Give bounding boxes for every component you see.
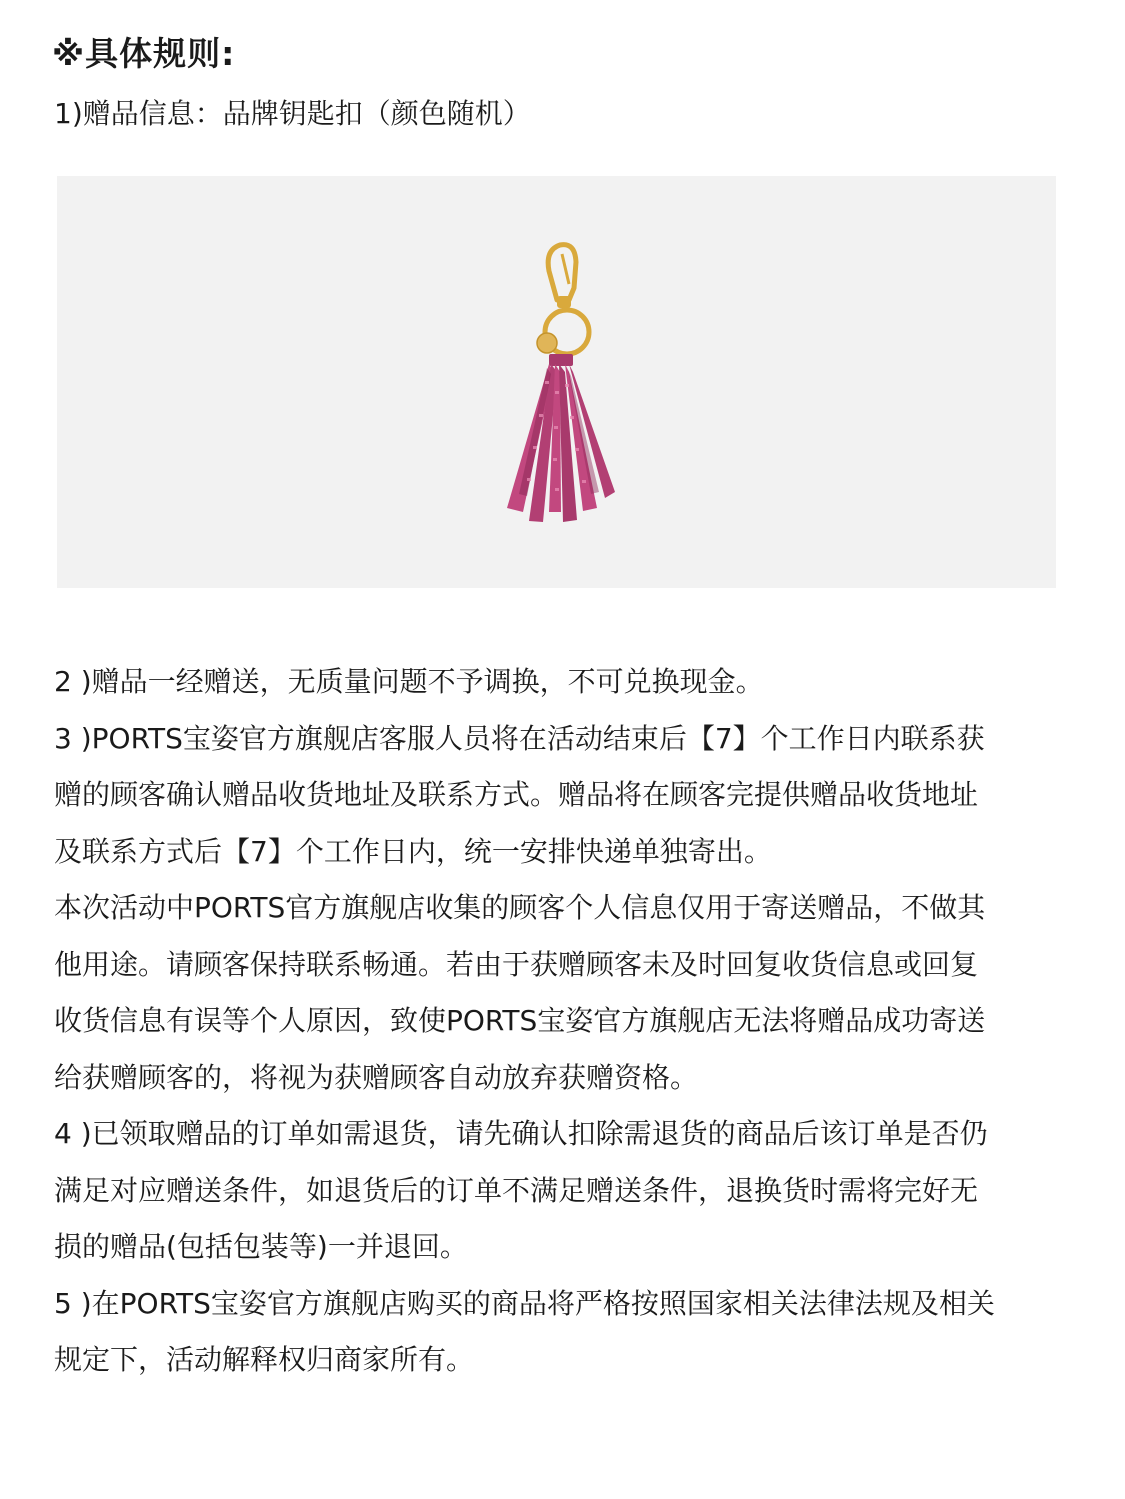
tassel-fringe xyxy=(507,364,615,522)
rule-line: 损的赠品(包括包装等)一并退回。 xyxy=(54,1230,468,1263)
rule-line: 给获赠顾客的，将视为获赠顾客自动放弃获赠资格。 xyxy=(54,1060,699,1094)
rule-line: 规定下，活动解释权归商家所有。 xyxy=(54,1343,475,1376)
rules-text xyxy=(54,654,1084,1389)
snap-hook xyxy=(548,245,576,300)
tassel-keychain-icon xyxy=(57,176,1056,588)
swivel xyxy=(557,296,571,308)
gift-info-line: 1)赠品信息：品牌钥匙扣（颜色随机） xyxy=(54,97,531,130)
rule-line: 收货信息有误等个人原因，致使PORTS宝姿官方旗舰店无法将赠品成功寄送 xyxy=(54,1004,986,1037)
rule-line: 及联系方式后【7】个工作日内，统一安排快递单独寄出。 xyxy=(54,834,772,868)
product-image xyxy=(57,176,1056,588)
rule-line: 5 )在PORTS宝姿官方旗舰店购买的商品将严格按照国家相关法律法规及相关 xyxy=(54,1286,995,1320)
rule-line: 4 )已领取赠品的订单如需退货，请先确认扣除需退货的商品后该订单是否仍 xyxy=(54,1117,988,1150)
rule-line: 3 )PORTS宝姿官方旗舰店客服人员将在活动结束后【7】个工作日内联系获 xyxy=(54,721,985,755)
rule-line: 满足对应赠送条件，如退货后的订单不满足赠送条件，退换货时需将完好无 xyxy=(54,1173,979,1207)
page-heading: ※具体规则: xyxy=(52,34,236,73)
tassel-cap xyxy=(549,354,573,366)
rule-line: 本次活动中PORTS官方旗舰店收集的顾客个人信息仅用于寄送赠品，不做其 xyxy=(54,891,986,924)
rule-line: 赠的顾客确认赠品收货地址及联系方式。赠品将在顾客完提供赠品收货地址 xyxy=(54,778,979,811)
rule-line: 2 )赠品一经赠送，无质量问题不予调换，不可兑换现金。 xyxy=(54,665,764,698)
rule-line: 他用途。请顾客保持联系畅通。若由于获赠顾客未及时回复收货信息或回复 xyxy=(54,947,979,981)
logo-tag xyxy=(537,333,557,353)
